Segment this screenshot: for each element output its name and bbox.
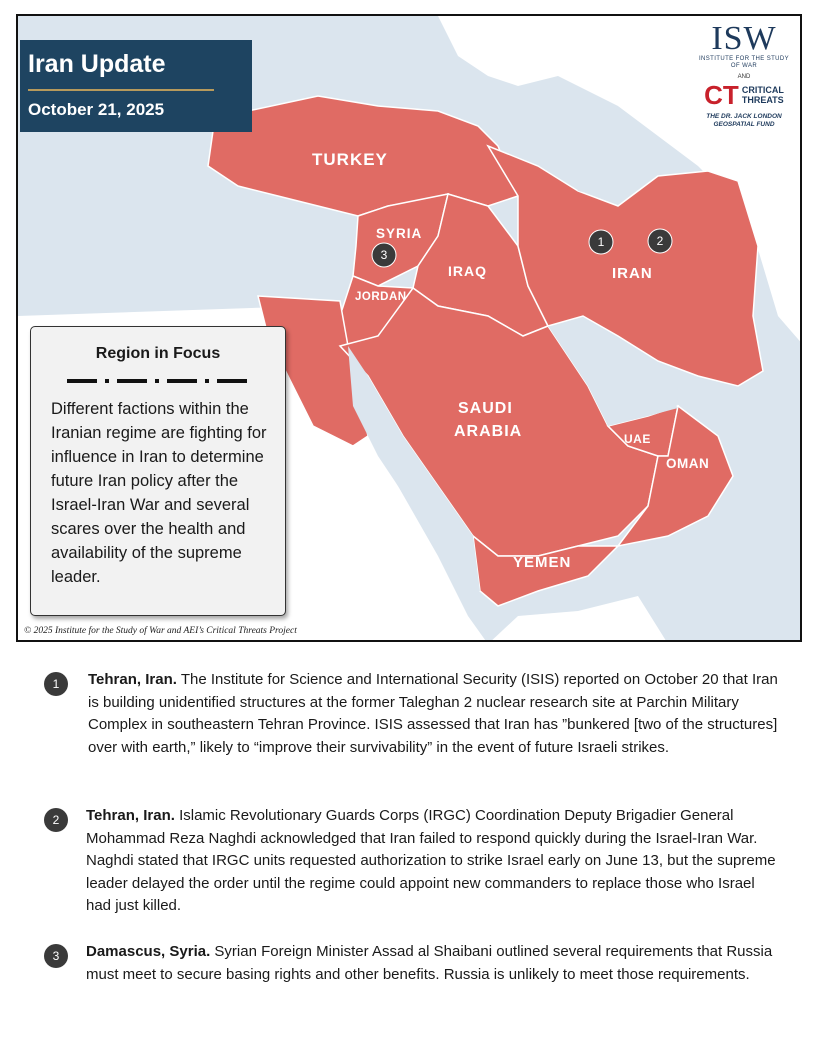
label-oman: OMAN xyxy=(666,456,710,471)
note-place-3: Damascus, Syria. xyxy=(86,943,211,960)
fund-line1: THE DR. JACK LONDON xyxy=(706,113,782,120)
page-date: October 21, 2025 xyxy=(28,100,165,119)
note-number-3: 3 xyxy=(44,944,68,968)
ct-logo-mark: CT xyxy=(704,80,739,110)
map-marker-1[interactable] xyxy=(589,230,613,254)
note-text-2: Islamic Revolutionary Guards Corps (IRGC) Coordination Deputy Brigadier General Mohammad Reza Naghdi acknowledged that Iran failed to respond quickly during the Israel-Iran War. Naghdi stated that IRGC units requested authorization to strike Israel early on June 13, but the supreme leader delayed the order until the regime could appoint new commanders to replace those who Israel had just killed. xyxy=(86,807,776,914)
page-title: Iran Update xyxy=(28,50,166,78)
focus-body: Different factions within the Iranian regime are fighting for influence in Iran to determine future Iran policy after the Israel-Iran War and several scares over the health and availability of the supreme leader. xyxy=(51,400,267,586)
map-marker-3[interactable] xyxy=(372,243,396,267)
label-jordan: JORDAN xyxy=(355,291,407,303)
isw-logo-text: ISW xyxy=(711,20,777,57)
note-place-1: Tehran, Iran. xyxy=(88,671,177,688)
fund-line2: GEOSPATIAL FUND xyxy=(713,121,775,128)
title-box xyxy=(20,40,252,132)
note-number-1: 1 xyxy=(44,672,68,696)
svg-text:1: 1 xyxy=(597,235,605,249)
label-saudi-2: ARABIA xyxy=(454,423,523,440)
focus-heading: Region in Focus xyxy=(95,345,221,362)
label-iraq: IRAQ xyxy=(448,263,487,279)
note-place-2: Tehran, Iran. xyxy=(86,807,175,824)
region-in-focus-box xyxy=(30,326,286,616)
note-number-2: 2 xyxy=(44,808,68,832)
label-syria: SYRIA xyxy=(376,226,423,241)
ct-logo-line2: THREATS xyxy=(741,95,784,105)
label-turkey: TURKEY xyxy=(312,150,388,169)
svg-text:2: 2 xyxy=(656,234,664,248)
ct-logo xyxy=(694,82,794,108)
label-iran: IRAN xyxy=(612,265,653,282)
copyright: © 2025 Institute for the Study of War and AEI’s Critical Threats Project xyxy=(24,626,297,636)
svg-text:3: 3 xyxy=(380,248,388,262)
label-uae: UAE xyxy=(624,432,651,446)
note-text-1: The Institute for Science and International Security (ISIS) reported on October 20 that Iran is building unidentified structures at the former Taleghan 2 nuclear research site at Parchin Military Complex in southeastern Tehran Province. ISIS assessed that Iran has ”bunkered [two of the structures] over with earth,” likely to “improve their survivability” in the event of future Israeli strikes. xyxy=(88,671,778,756)
isw-ct-logo xyxy=(694,22,794,140)
map-frame xyxy=(16,14,802,642)
note-text-3: Syrian Foreign Minister Assad al Shaibani outlined several requirements that Russia must meet to secure basing rights and other benefits. Russia is unlikely to meet those requirements. xyxy=(86,943,773,983)
label-saudi-1: SAUDI xyxy=(458,400,513,417)
ct-logo-line1: CRITICAL xyxy=(741,85,784,95)
map-marker-2[interactable] xyxy=(648,229,672,253)
focus-divider xyxy=(67,379,249,383)
logo-and: AND xyxy=(737,74,751,80)
title-divider xyxy=(28,89,214,91)
isw-logo-subtitle: INSTITUTE FOR THE STUDY OF WAR xyxy=(698,56,790,69)
label-yemen: YEMEN xyxy=(513,554,572,571)
